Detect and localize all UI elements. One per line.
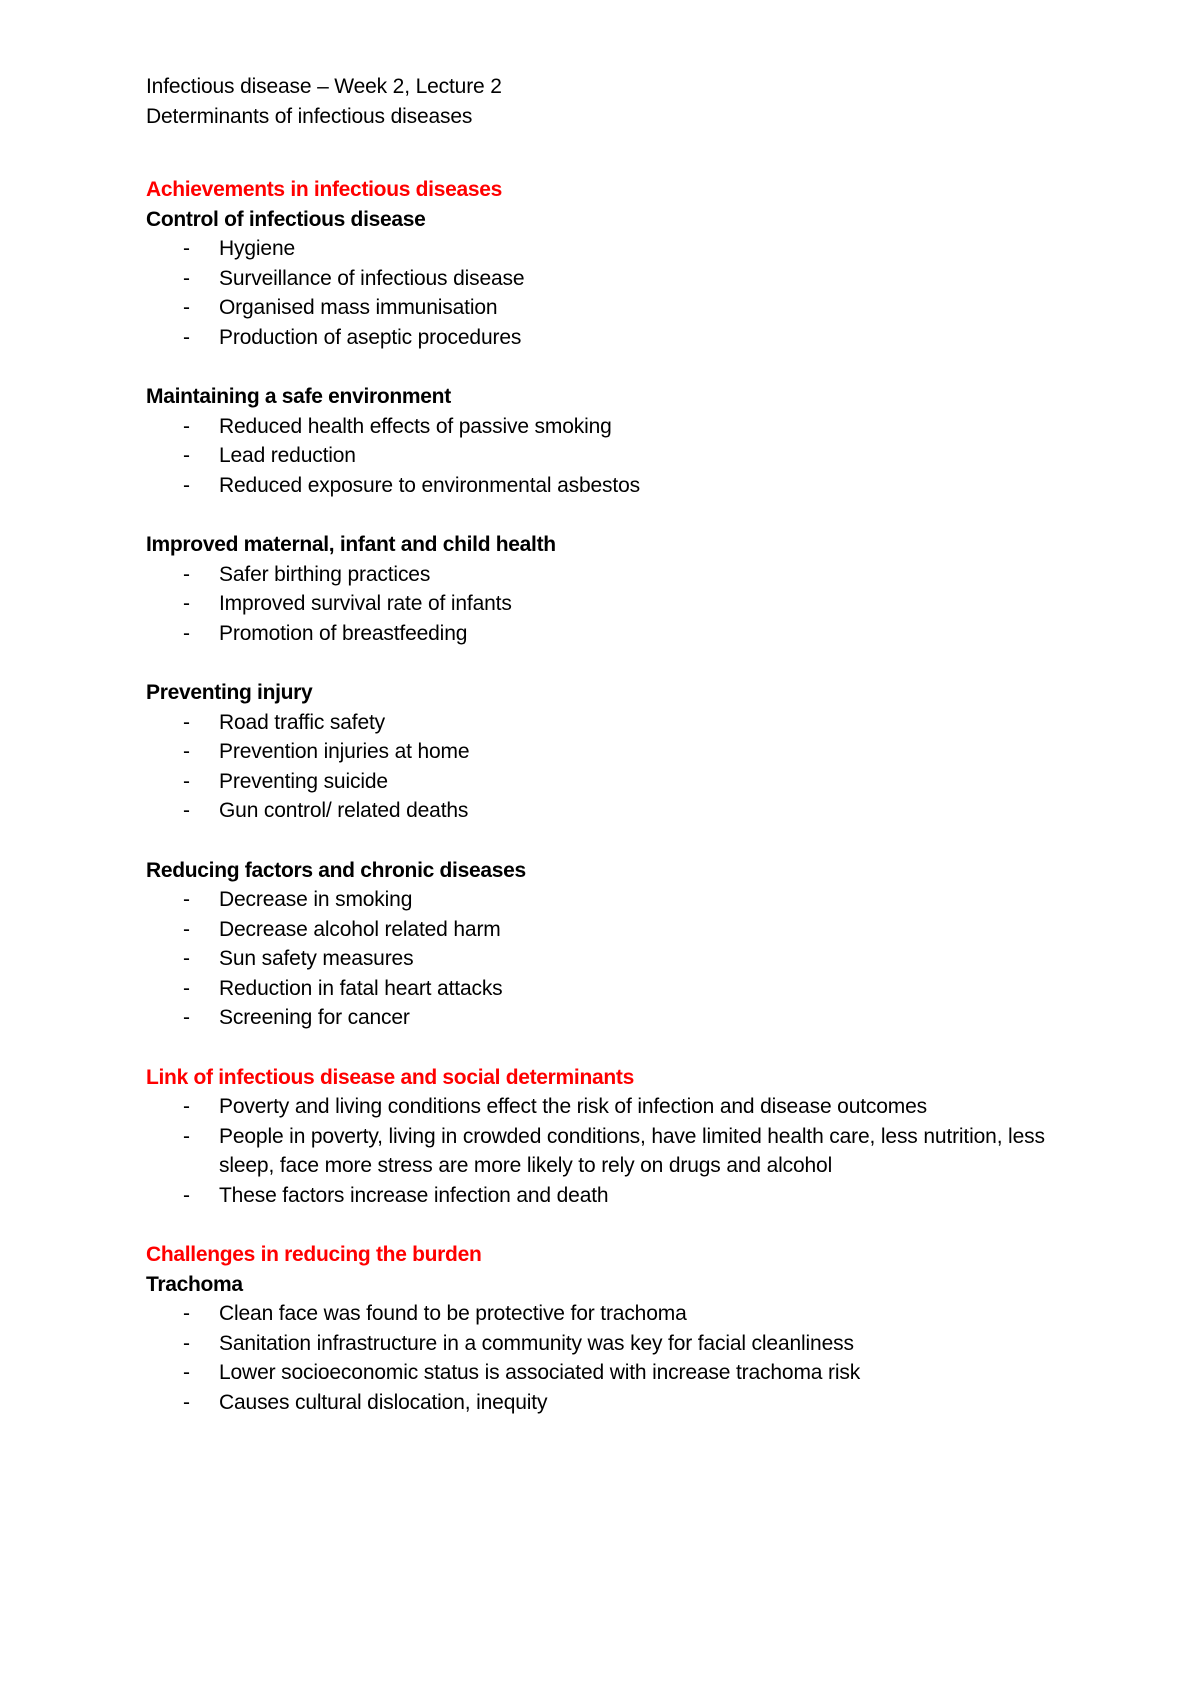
- list-item-text: Poverty and living conditions effect the risk of infection and disease outcomes: [219, 1095, 928, 1118]
- list-item: [146, 1092, 1046, 1122]
- list-item-text: Sun safety measures: [219, 947, 414, 970]
- bullet-dash: -: [183, 888, 190, 911]
- list-item: [146, 1329, 1046, 1359]
- document-subtitle: Determinants of infectious diseases: [146, 104, 473, 128]
- list-item: [146, 915, 1046, 945]
- bullet-dash: -: [183, 444, 190, 467]
- bullet-dash: -: [183, 266, 190, 290]
- subsection-heading: Preventing injury: [146, 681, 313, 704]
- list-item-text: Reduced health effects of passive smoking: [219, 414, 612, 438]
- list-item: [146, 974, 1046, 1004]
- bullet-list: [146, 885, 1046, 1033]
- list-item-text: Lower socioeconomic status is associated with increase trachoma risk: [219, 1361, 861, 1384]
- bullet-dash: -: [183, 1331, 190, 1355]
- list-item-text: Safer birthing practices: [219, 562, 431, 586]
- list-item-text: People in poverty, living in crowded conditions, have limited health care, less nutrition, less sleep, face more stress are more likely to rely on drugs and alcohol: [219, 1124, 1045, 1177]
- list-item: [146, 323, 1046, 353]
- list-item-text: Decrease alcohol related harm: [219, 917, 501, 941]
- bullet-list: [146, 1299, 1046, 1417]
- section-heading: Achievements in infectious diseases: [146, 178, 502, 201]
- bullet-dash: -: [183, 1124, 190, 1148]
- list-item-text: Screening for cancer: [219, 1006, 410, 1029]
- list-item: [146, 560, 1046, 590]
- list-item: [146, 1358, 1046, 1388]
- list-item: [146, 885, 1046, 915]
- list-item-text: Preventing suicide: [219, 769, 388, 793]
- subsection-heading: Control of infectious disease: [146, 207, 426, 231]
- section-heading: Link of infectious disease and social determinants: [146, 1065, 634, 1089]
- list-item: [146, 234, 1046, 264]
- bullet-dash: -: [183, 769, 190, 793]
- bullet-dash: -: [183, 710, 190, 734]
- list-item-text: Clean face was found to be protective for trachoma: [219, 1302, 687, 1325]
- list-item-text: Organised mass immunisation: [219, 296, 498, 319]
- list-item: [146, 1299, 1046, 1329]
- list-item-text: Decrease in smoking: [219, 888, 413, 911]
- document-title: Infectious disease – Week 2, Lecture 2: [146, 75, 502, 98]
- list-item-text: Reduction in fatal heart attacks: [219, 976, 503, 1000]
- list-item: [146, 1003, 1046, 1033]
- subsection-heading: Reducing factors and chronic diseases: [146, 858, 526, 882]
- list-item-text: Reduced exposure to environmental asbestos: [219, 473, 640, 497]
- bullet-dash: -: [183, 976, 190, 1000]
- bullet-dash: -: [183, 917, 190, 941]
- bullet-dash: -: [183, 1361, 190, 1384]
- list-item: [146, 619, 1046, 649]
- bullet-dash: -: [183, 296, 190, 319]
- bullet-dash: -: [183, 562, 190, 586]
- bullet-dash: -: [183, 799, 190, 822]
- bullet-dash: -: [183, 473, 190, 497]
- bullet-list: [146, 708, 1046, 826]
- list-item-text: Improved survival rate of infants: [219, 592, 512, 615]
- bullet-dash: -: [183, 325, 190, 349]
- list-item-text: Surveillance of infectious disease: [219, 266, 525, 290]
- list-item: [146, 471, 1046, 501]
- list-item-text: Hygiene: [219, 237, 295, 260]
- list-item: [146, 412, 1046, 442]
- bullet-dash: -: [183, 1006, 190, 1029]
- list-item-text: These factors increase infection and death: [219, 1183, 609, 1207]
- document-page: [146, 72, 1046, 1417]
- bullet-dash: -: [183, 414, 190, 438]
- document-body: [146, 175, 1046, 1417]
- list-item: [146, 737, 1046, 767]
- bullet-dash: -: [183, 947, 190, 970]
- list-item: [146, 293, 1046, 323]
- bullet-dash: -: [183, 1183, 190, 1207]
- bullet-dash: -: [183, 621, 190, 645]
- list-item: [146, 589, 1046, 619]
- list-item-text: Promotion of breastfeeding: [219, 621, 468, 645]
- list-item: [146, 944, 1046, 974]
- list-item-text: Gun control/ related deaths: [219, 799, 469, 822]
- bullet-list: [146, 412, 1046, 501]
- list-item: [146, 796, 1046, 826]
- bullet-dash: -: [183, 592, 190, 615]
- bullet-dash: -: [183, 237, 190, 260]
- list-item-text: Production of aseptic procedures: [219, 325, 522, 349]
- section-heading: Challenges in reducing the burden: [146, 1243, 482, 1266]
- list-item: [146, 1388, 1046, 1418]
- list-item: [146, 1181, 1046, 1211]
- bullet-dash: -: [183, 1390, 190, 1414]
- list-item: [146, 264, 1046, 294]
- list-item-text: Causes cultural dislocation, inequity: [219, 1390, 548, 1414]
- bullet-list: [146, 560, 1046, 649]
- bullet-list: [146, 1092, 1046, 1210]
- bullet-dash: -: [183, 1302, 190, 1325]
- subsection-heading: Maintaining a safe environment: [146, 385, 451, 408]
- list-item: [146, 708, 1046, 738]
- list-item: [146, 1122, 1046, 1181]
- subsection-heading: Improved maternal, infant and child health: [146, 533, 556, 556]
- list-item-text: Road traffic safety: [219, 710, 386, 734]
- list-item: [146, 441, 1046, 471]
- list-item-text: Prevention injuries at home: [219, 740, 470, 763]
- bullet-list: [146, 234, 1046, 352]
- list-item-text: Sanitation infrastructure in a community was key for facial cleanliness: [219, 1331, 854, 1355]
- subsection-heading: Trachoma: [146, 1272, 243, 1296]
- bullet-dash: -: [183, 1095, 190, 1118]
- list-item-text: Lead reduction: [219, 444, 356, 467]
- list-item: [146, 767, 1046, 797]
- bullet-dash: -: [183, 740, 190, 763]
